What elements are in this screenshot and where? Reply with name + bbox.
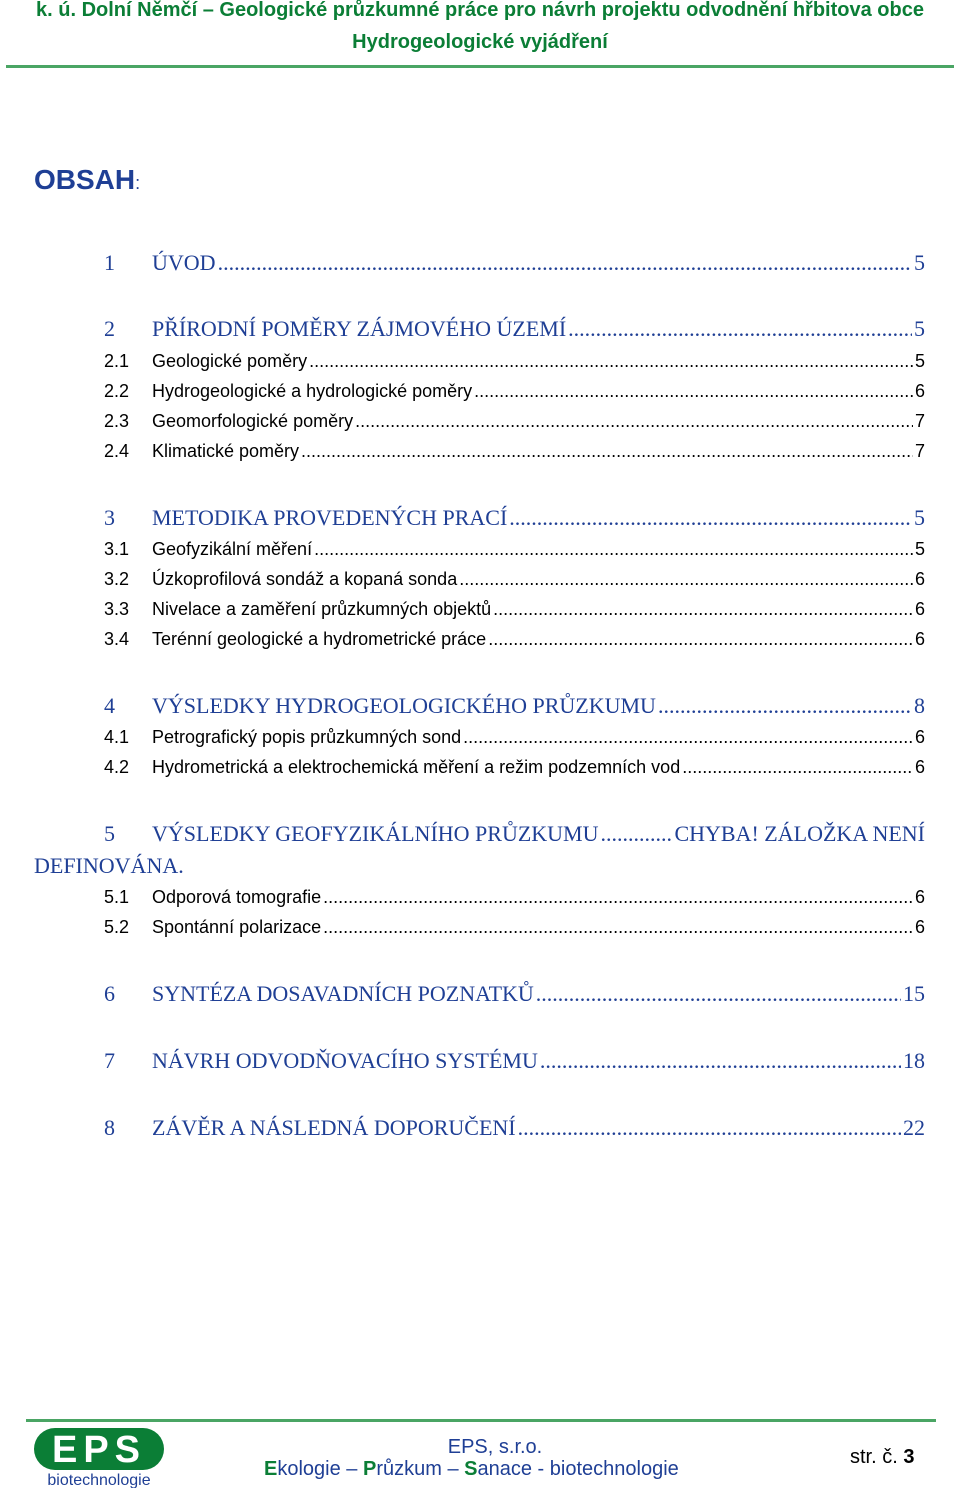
toc-dot-leader — [568, 316, 912, 342]
toc-dot-leader — [658, 693, 912, 719]
toc-entry-page: CHYBA! ZÁLOŽKA NENÍ — [674, 821, 925, 846]
toc-entry-page: 15 — [903, 981, 925, 1006]
toc-entry-label: Petrografický popis průzkumných sond — [152, 727, 462, 747]
toc-dot-leader — [323, 916, 913, 938]
toc-entry-number: 3.3 — [104, 599, 130, 619]
toc-dot-leader — [488, 628, 913, 650]
tagline-word-pruzkum: růzkum — [376, 1458, 442, 1480]
toc-entry-number: 1 — [104, 250, 115, 275]
toc-entry-label: Spontánní polarizace — [152, 917, 322, 937]
toc-entry[interactable] — [104, 886, 925, 908]
toc-entry[interactable] — [104, 505, 925, 531]
header-subtitle: Hydrogeologické vyjádření — [352, 31, 608, 53]
toc-entry-page: 6 — [914, 629, 925, 649]
toc-entry-page: 6 — [914, 917, 925, 937]
page-number-label: str. č. — [850, 1446, 904, 1468]
toc-entry-number: 4.2 — [104, 757, 130, 777]
toc-entry-number: 2.4 — [104, 441, 130, 461]
toc-entry-label: Hydrogeologické a hydrologické poměry — [152, 381, 473, 401]
toc-entry-page: 5 — [914, 250, 925, 275]
toc-entry-label: Geologické poměry — [152, 351, 308, 371]
toc-entry-continuation: DEFINOVÁNA. — [34, 853, 184, 878]
toc-entry-number: 6 — [104, 981, 115, 1006]
toc-entry-label: Hydrometrická a elektrochemická měření a režim podzemních vod — [152, 757, 681, 777]
tagline-dash: – — [340, 1458, 363, 1480]
toc-entry-number: 2 — [104, 316, 115, 341]
footer-tagline — [264, 1458, 679, 1481]
toc-entry-number: 3.2 — [104, 569, 130, 589]
toc-entry-number: 3.4 — [104, 629, 130, 649]
toc-entry-number: 2.2 — [104, 381, 130, 401]
toc-entry-page: 5 — [914, 351, 925, 371]
toc-entry-number: 5.1 — [104, 887, 130, 907]
footer-company: EPS, s.r.o. — [447, 1436, 543, 1458]
page-number — [850, 1446, 914, 1469]
toc-entry[interactable] — [104, 726, 925, 748]
toc-entry-page: 5 — [914, 539, 925, 559]
toc-entry-label: Odporová tomografie — [152, 887, 322, 907]
toc-entry-label: Nivelace a zaměření průzkumných objektů — [152, 599, 492, 619]
toc-entry[interactable] — [104, 916, 925, 938]
toc-dot-leader — [314, 538, 913, 560]
toc-entry-number: 2.3 — [104, 411, 130, 431]
toc-entry[interactable] — [104, 693, 925, 719]
toc-entry[interactable] — [104, 250, 925, 276]
toc-entry[interactable] — [104, 598, 925, 620]
toc-entry[interactable] — [104, 380, 925, 402]
toc-entry[interactable] — [104, 350, 925, 372]
toc-entry-page: 18 — [903, 1048, 925, 1073]
toc-entry-page: 6 — [914, 569, 925, 589]
toc-entry-number: 8 — [104, 1115, 115, 1140]
toc-entry-page: 6 — [914, 381, 925, 401]
toc-dot-leader — [459, 568, 913, 590]
toc-entry-page: 7 — [914, 441, 925, 461]
toc-entry-label: Úzkoprofilová sondáž a kopaná sonda — [152, 569, 458, 589]
logo-subtitle: biotechnologie — [47, 1472, 151, 1488]
toc-entry-label: NÁVRH ODVODŇOVACÍHO SYSTÉMU — [152, 1048, 538, 1073]
toc-entry[interactable] — [104, 756, 925, 778]
toc-entry-page: 6 — [914, 599, 925, 619]
toc-dot-leader — [493, 598, 913, 620]
toc-entry-label: Geofyzikální měření — [152, 539, 313, 559]
toc-entry-label: Terénní geologické a hydrometrické práce — [152, 629, 487, 649]
toc-entry-page: 6 — [914, 887, 925, 907]
toc-dot-leader — [474, 380, 913, 402]
toc-entry-page: 22 — [903, 1115, 925, 1140]
toc-entry-number: 3 — [104, 505, 115, 530]
toc-entry[interactable] — [104, 568, 925, 590]
toc-entry-number: 3.1 — [104, 539, 130, 559]
toc-title — [34, 164, 140, 199]
toc-entry-page: 6 — [914, 727, 925, 747]
tagline-tail: - biotechnologie — [532, 1458, 679, 1480]
toc-entry[interactable] — [104, 440, 925, 462]
toc-entry[interactable] — [104, 1115, 925, 1141]
logo-letters: EPS — [51, 1429, 147, 1471]
toc-entry-number: 4.1 — [104, 727, 130, 747]
toc-entry-page: 8 — [914, 693, 925, 718]
toc-entry-number: 7 — [104, 1048, 115, 1073]
toc-entry[interactable] — [104, 410, 925, 432]
toc-entry-page: 7 — [914, 411, 925, 431]
toc-title-text: OBSAH — [34, 164, 136, 195]
toc-entry-label: VÝSLEDKY GEOFYZIKÁLNÍHO PRŮZKUMU — [152, 821, 599, 846]
toc-dot-leader — [682, 756, 913, 778]
toc-dot-leader — [301, 440, 913, 462]
header-divider — [6, 65, 954, 68]
toc-entry-label: SYNTÉZA DOSAVADNÍCH POZNATKŮ — [152, 981, 534, 1006]
toc-dot-leader — [540, 1048, 901, 1074]
footer-divider — [26, 1419, 936, 1422]
toc-dot-leader — [218, 250, 912, 276]
tagline-word-sanace: anace — [477, 1458, 532, 1480]
tagline-cap-e: E — [264, 1458, 278, 1480]
tagline-cap-p: P — [362, 1458, 377, 1480]
toc-entry[interactable] — [104, 628, 925, 650]
toc-dot-leader — [601, 821, 673, 847]
toc-dot-leader — [463, 726, 913, 748]
toc-entry-page: 5 — [914, 316, 925, 341]
toc-title-colon: : — [135, 173, 141, 193]
tagline-word-ekologie: kologie — [277, 1458, 341, 1480]
toc-entry-label: VÝSLEDKY HYDROGEOLOGICKÉHO PRŮZKUMU — [152, 693, 656, 718]
toc-dot-leader — [509, 505, 912, 531]
toc-entry-label: METODIKA PROVEDENÝCH PRACÍ — [152, 505, 508, 530]
page-number-value: 3 — [903, 1446, 915, 1468]
toc-dot-leader — [309, 350, 913, 372]
toc-entry-page: 6 — [914, 757, 925, 777]
toc-entry[interactable] — [104, 1048, 925, 1074]
toc-dot-leader — [355, 410, 913, 432]
tagline-cap-s: S — [464, 1458, 478, 1480]
toc-dot-leader — [323, 886, 913, 908]
header-title: k. ú. Dolní Němčí – Geologické průzkumné práce pro návrh projektu odvodnění hřbitova obce — [36, 0, 924, 21]
toc-entry-number: 5 — [104, 821, 115, 846]
toc-entry-label: Geomorfologické poměry — [152, 411, 354, 431]
toc-entry-page: 5 — [914, 505, 925, 530]
toc-entry-number: 2.1 — [104, 351, 130, 371]
toc-entry-label: PŘÍRODNÍ POMĚRY ZÁJMOVÉHO ÚZEMÍ — [152, 316, 567, 341]
toc-entry-label: ÚVOD — [152, 250, 216, 275]
toc-entry-label: ZÁVĚR A NÁSLEDNÁ DOPORUČENÍ — [152, 1115, 516, 1140]
toc-dot-leader — [536, 981, 901, 1007]
toc-entry[interactable] — [104, 316, 925, 342]
toc-entry-number: 5.2 — [104, 917, 130, 937]
toc-entry[interactable] — [104, 538, 925, 560]
toc-entry[interactable] — [104, 821, 925, 847]
toc-entry-label: Klimatické poměry — [152, 441, 300, 461]
tagline-dash: – — [441, 1458, 465, 1480]
toc-entry[interactable] — [104, 981, 925, 1007]
toc-entry-number: 4 — [104, 693, 115, 718]
toc-dot-leader — [518, 1115, 901, 1141]
